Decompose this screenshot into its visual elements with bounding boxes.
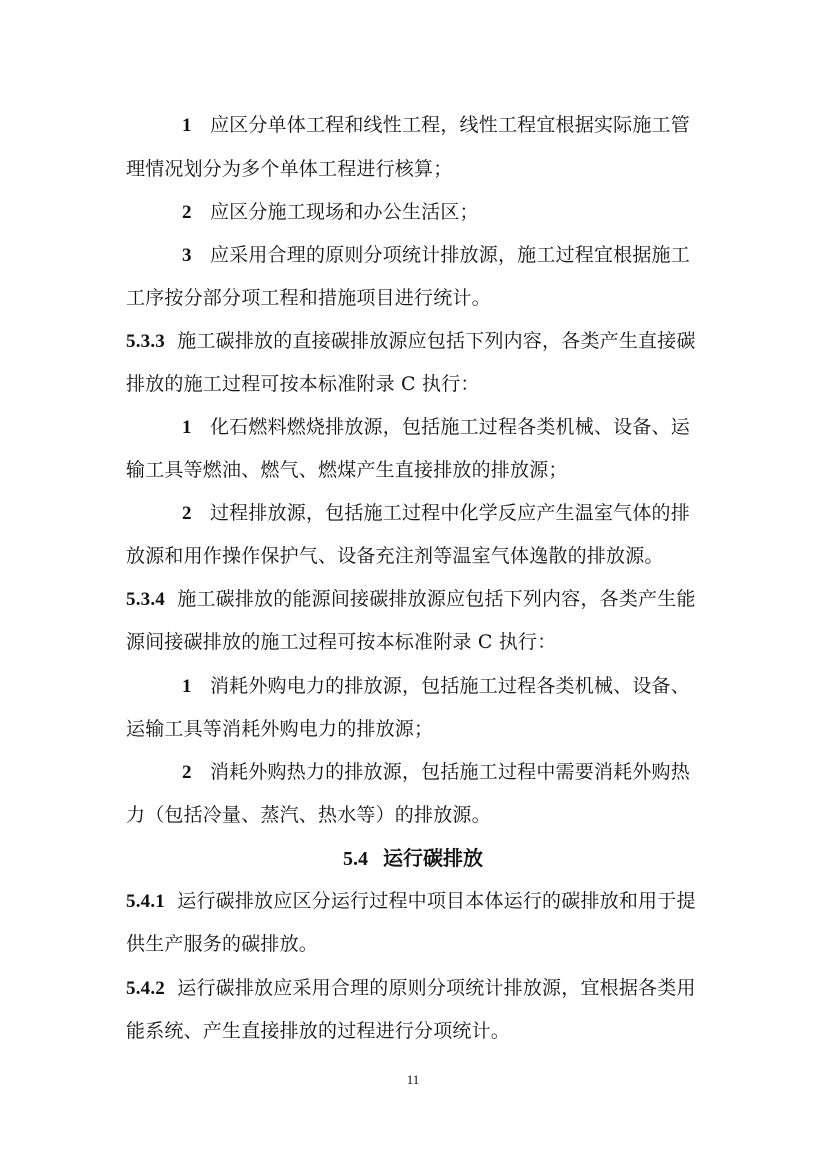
clause-continuation [0, 1020, 826, 1042]
item-number: 2 [182, 202, 192, 223]
clause-continuation [0, 631, 826, 653]
clause-number: 5.4.1 [126, 891, 165, 912]
item-number: 1 [182, 417, 192, 438]
list-item [0, 114, 826, 137]
item-text: 消耗外购热力的排放源，包括施工过程中需要消耗外购热 [209, 761, 690, 783]
item-number: 1 [182, 115, 192, 136]
clause-text: 排放的施工过程可按本标准附录 C 执行： [126, 373, 480, 395]
list-item [0, 502, 826, 525]
section-heading [0, 846, 826, 871]
item-text: 运输工具等消耗外购电力的排放源； [126, 718, 434, 740]
item-number: 2 [182, 503, 192, 524]
clause-continuation [0, 933, 826, 955]
item-text: 力（包括冷量、蒸汽、热水等）的排放源。 [126, 804, 491, 826]
list-item [0, 244, 826, 267]
item-text: 应采用合理的原则分项统计排放源，施工过程宜根据施工 [209, 244, 690, 266]
item-text: 放源和用作操作保护气、设备充注剂等温室气体逸散的排放源。 [126, 545, 664, 567]
item-text: 应区分单体工程和线性工程，线性工程宜根据实际施工管 [209, 114, 690, 136]
clause [0, 890, 826, 913]
list-item [0, 761, 826, 784]
clause-number: 5.4.2 [126, 978, 165, 999]
clause-text: 施工碳排放的直接碳排放源应包括下列内容，各类产生直接碳 [177, 330, 696, 352]
clause-text: 能系统、产生直接排放的过程进行分项统计。 [126, 1020, 511, 1042]
clause-text: 运行碳排放应采用合理的原则分项统计排放源，宜根据各类用 [177, 977, 696, 999]
list-item [0, 675, 826, 698]
section-number: 5.4 [343, 848, 369, 870]
clause-text: 运行碳排放应区分运行过程中项目本体运行的碳排放和用于提 [177, 890, 696, 912]
list-item [0, 201, 826, 224]
item-number: 1 [182, 676, 192, 697]
list-item-continuation [0, 545, 826, 567]
clause-text: 供生产服务的碳排放。 [126, 933, 319, 955]
list-item-continuation [0, 459, 826, 481]
section-title: 运行碳排放 [382, 846, 483, 870]
clause-text: 施工碳排放的能源间接碳排放源应包括下列内容，各类产生能 [177, 588, 696, 610]
item-text: 理情况划分为多个单体工程进行核算； [126, 158, 453, 180]
clause-number: 5.3.4 [126, 589, 165, 610]
item-text: 化石燃料燃烧排放源，包括施工过程各类机械、设备、运 [209, 416, 690, 438]
page-number: 11 [406, 1072, 420, 1087]
clause [0, 977, 826, 1000]
clause [0, 588, 826, 611]
item-text: 过程排放源，包括施工过程中化学反应产生温室气体的排 [209, 502, 690, 524]
item-text: 输工具等燃油、燃气、燃煤产生直接排放的排放源； [126, 459, 568, 481]
list-item-continuation [0, 158, 826, 180]
clause [0, 330, 826, 353]
item-text: 消耗外购电力的排放源，包括施工过程各类机械、设备、 [209, 675, 690, 697]
list-item [0, 416, 826, 439]
clause-continuation [0, 373, 826, 395]
clause-text: 源间接碳排放的施工过程可按本标准附录 C 执行： [126, 631, 557, 653]
list-item-continuation [0, 718, 826, 740]
item-number: 2 [182, 762, 192, 783]
item-text: 工序按分部分项工程和措施项目进行统计。 [126, 287, 491, 309]
item-text: 应区分施工现场和办公生活区； [209, 201, 479, 223]
item-number: 3 [182, 245, 192, 266]
list-item-continuation [0, 287, 826, 309]
list-item-continuation [0, 804, 826, 826]
clause-number: 5.3.3 [126, 331, 165, 352]
